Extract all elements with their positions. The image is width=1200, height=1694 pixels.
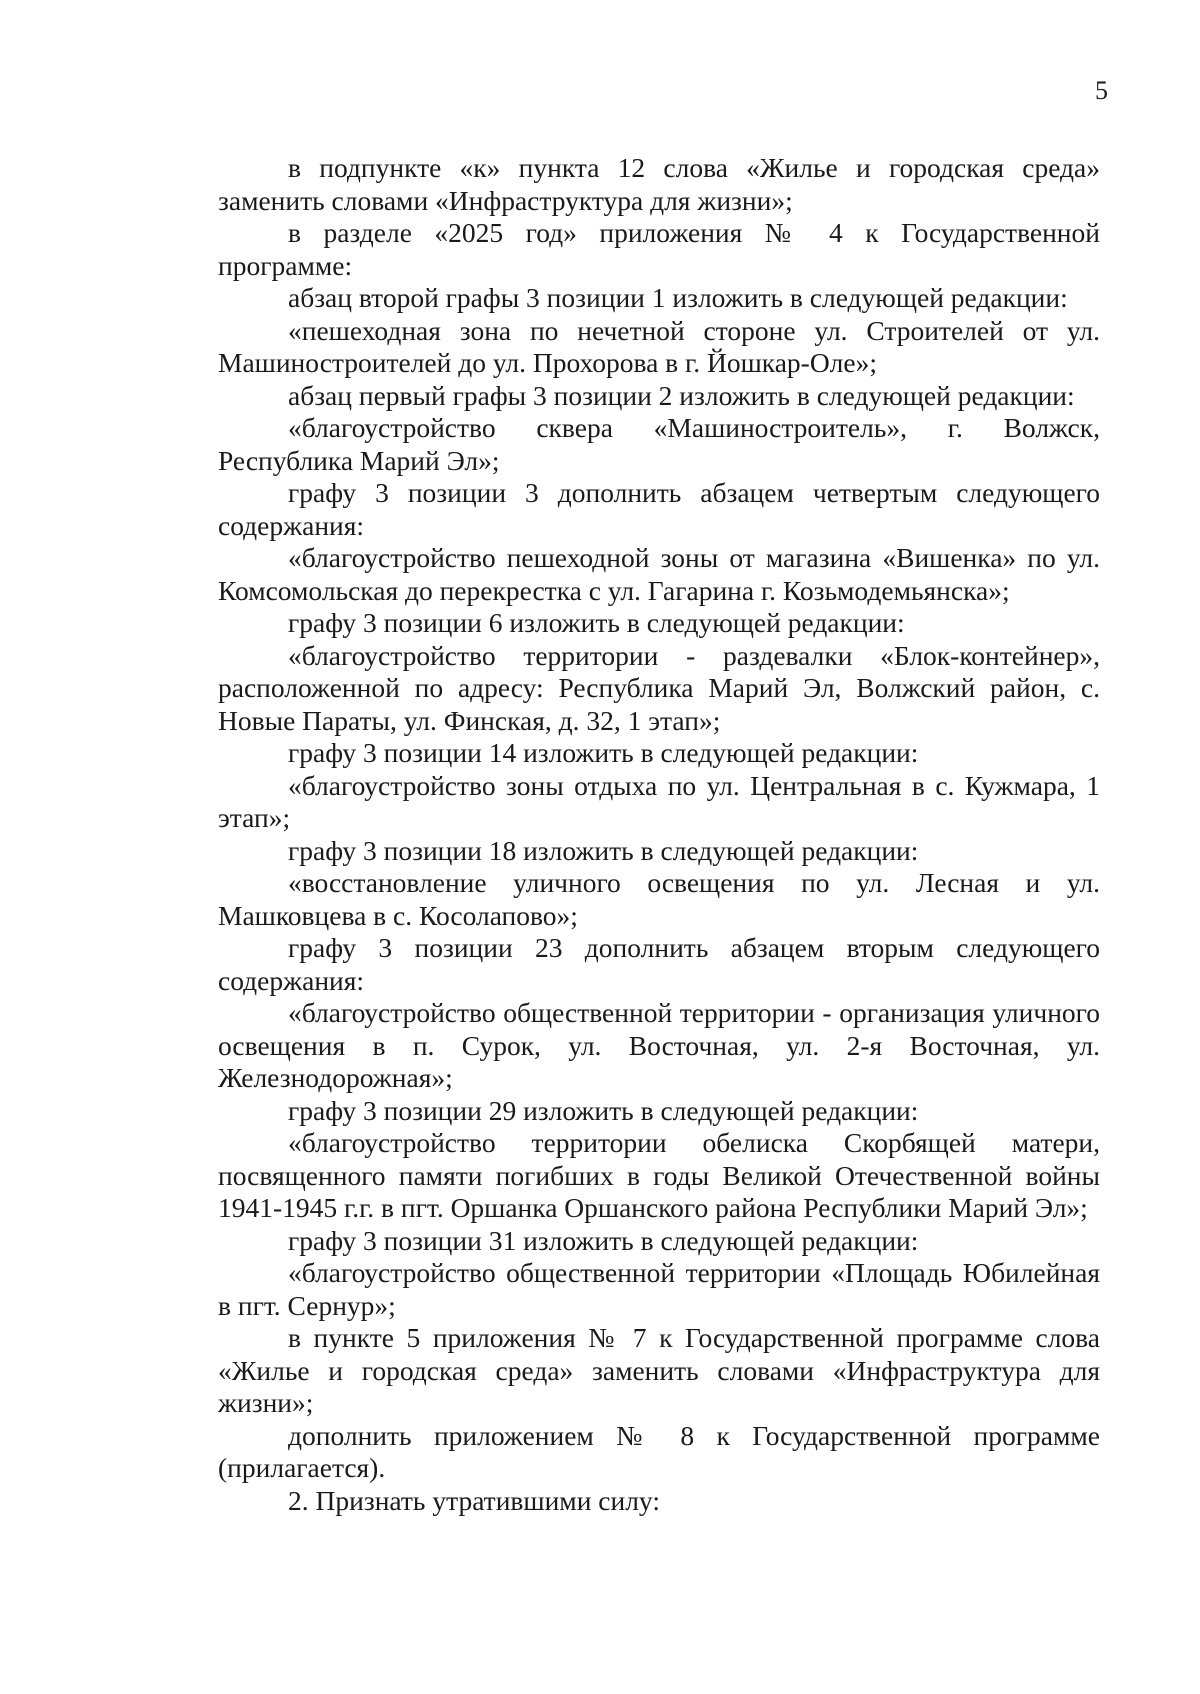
document-body [218, 152, 1100, 1517]
paragraph: графу 3 позиции 3 дополнить абзацем четвертым следующего содержания: [218, 477, 1100, 541]
paragraph: «восстановление уличного освещения по ул. Лесная и ул. Машковцева в с. Косолапово»; [218, 867, 1100, 931]
paragraph: «благоустройство общественной территории «Площадь Юбилейная в пгт. Сернур»; [218, 1257, 1100, 1321]
paragraph: графу 3 позиции 29 изложить в следующей редакции: [288, 1094, 919, 1126]
paragraph: «благоустройство территории обелиска Скорбящей матери, посвященного памяти погибших в годы Великой Отечественной войны 1941-1945 г.г. в пгт. Оршанка Оршанского района Республики Марий Эл»; [218, 1127, 1100, 1223]
paragraph: 2. Признать утратившими силу: [288, 1484, 660, 1516]
paragraph: «благоустройство территории - раздевалки «Блок-контейнер», расположенной по адресу: Республика Марий Эл, Волжский район, с. Новые Параты, ул. Финская, д. 32, 1 этап»; [218, 639, 1100, 736]
paragraph: графу 3 позиции 14 изложить в следующей редакции: [288, 737, 919, 768]
paragraph: «благоустройство общественной территории - организация уличного освещения в п. Сурок, ул. Восточная, ул. 2-я Восточная, ул. Железнодорожная»; [218, 997, 1100, 1093]
paragraph: графу 3 позиции 6 изложить в следующей редакции: [288, 607, 905, 638]
paragraph: «благоустройство пешеходной зоны от магазина «Вишенка» по ул. Комсомольская до перекрестка с ул. Гагарина г. Козьмодемьянска»; [218, 542, 1100, 606]
paragraph: дополнить приложением № 8 к Государственной программе (прилагается). [218, 1419, 1100, 1483]
paragraph: графу 3 позиции 23 дополнить абзацем вторым следующего содержания: [218, 932, 1100, 996]
page-number: 5 [1095, 76, 1108, 105]
paragraph: в пункте 5 приложения № 7 к Государственной программе слова «Жилье и городская среда» заменить словами «Инфраструктура для жизни»; [218, 1322, 1100, 1418]
paragraph: «пешеходная зона по нечетной стороне ул. Строителей от ул. Машиностроителей до ул. Прохорова в г. Йошкар-Оле»; [218, 314, 1100, 378]
paragraph: абзац второй графы 3 позиции 1 изложить в следующей редакции: [288, 282, 1068, 313]
paragraph: абзац первый графы 3 позиции 2 изложить в следующей редакции: [288, 379, 1075, 411]
paragraph: графу 3 позиции 31 изложить в следующей редакции: [288, 1224, 919, 1256]
paragraph: в разделе «2025 год» приложения № 4 к Государственной программе: [218, 217, 1100, 281]
paragraph: в подпункте «к» пункта 12 слова «Жилье и городская среда» заменить словами «Инфраструктура для жизни»; [218, 152, 1100, 216]
paragraph: графу 3 позиции 18 изложить в следующей редакции: [288, 834, 919, 866]
paragraph: «благоустройство зоны отдыха по ул. Центральная в с. Кужмара, 1 этап»; [218, 769, 1100, 833]
paragraph: «благоустройство сквера «Машиностроитель», г. Волжск, Республика Марий Эл»; [218, 412, 1100, 476]
